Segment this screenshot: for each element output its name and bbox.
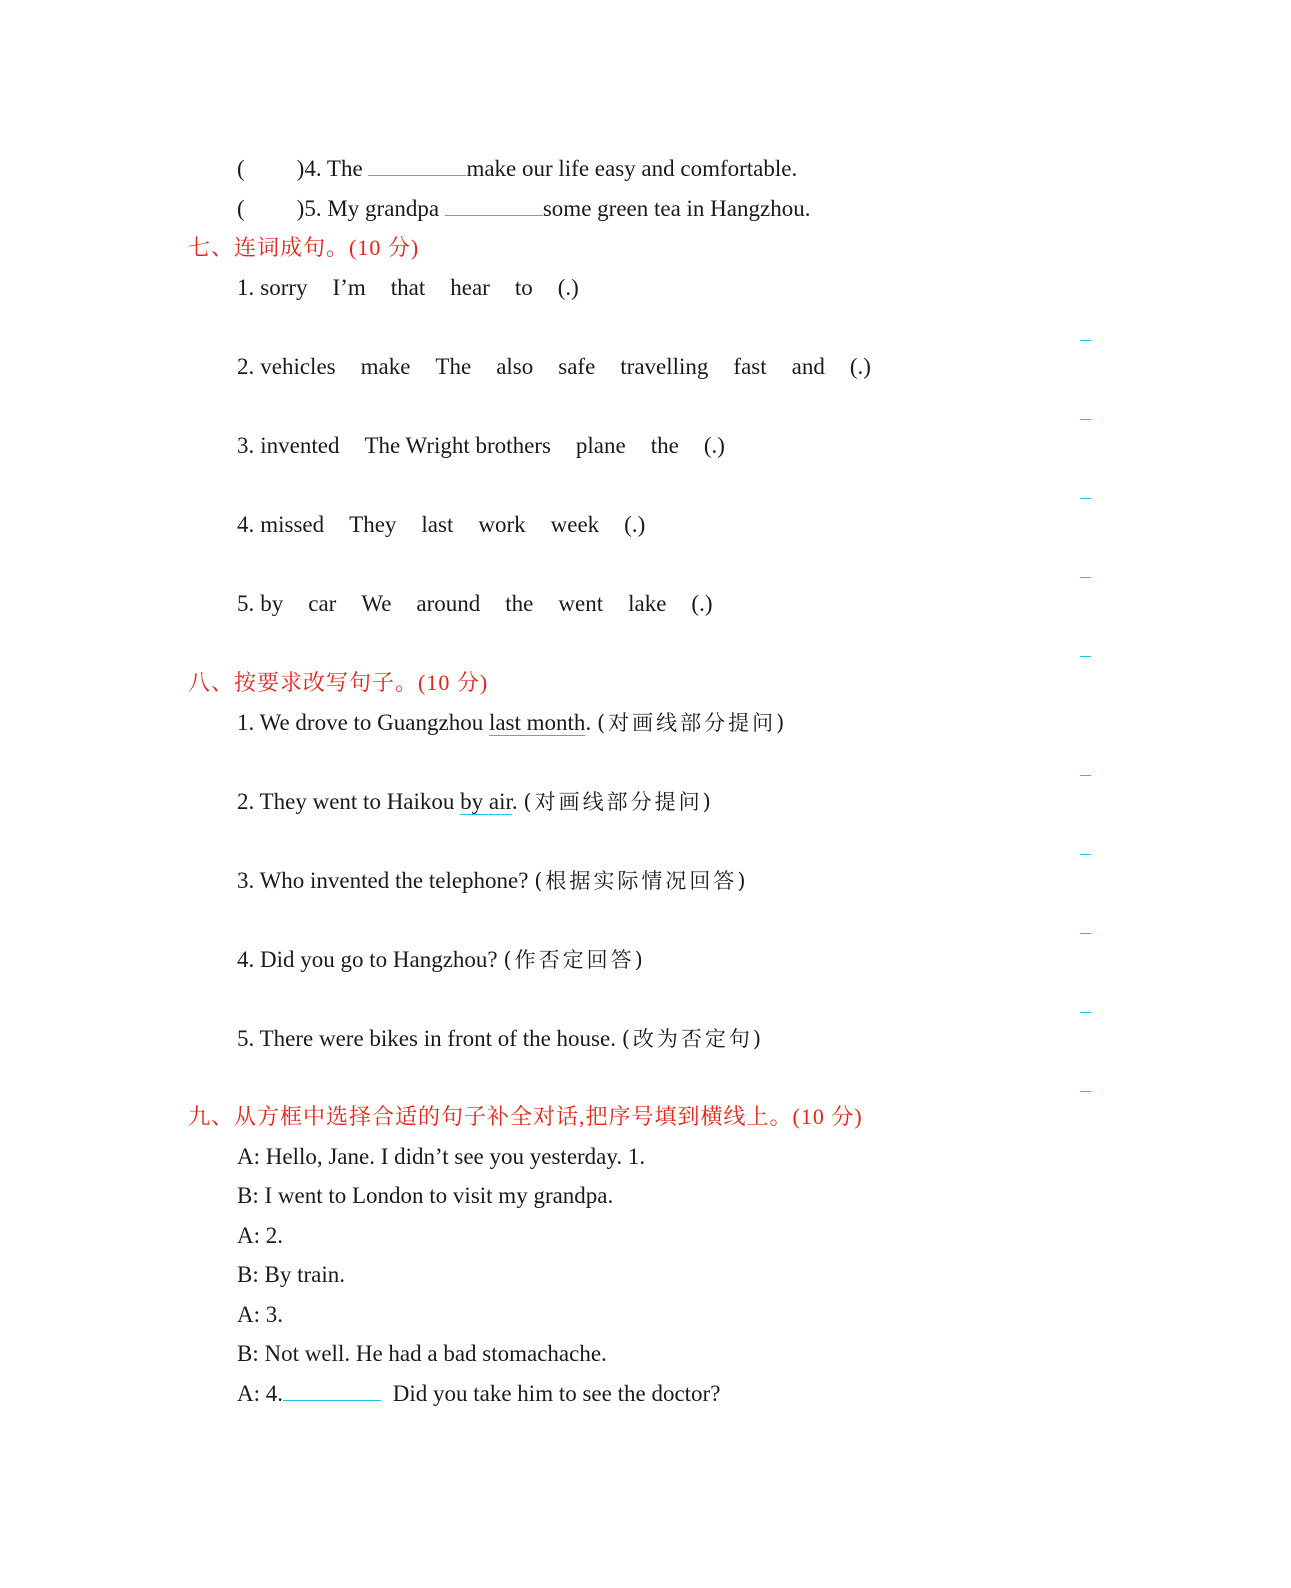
answer-line-marker: [1080, 577, 1091, 578]
answer-line-marker: [1080, 656, 1091, 657]
answer-blank[interactable]: [368, 157, 466, 176]
answer-line-marker: [1080, 933, 1091, 934]
word-order-item-5: 5. by car We around the went lake (.): [237, 591, 713, 616]
dialogue-line: B: By train.: [237, 1262, 345, 1287]
dialogue-line: A: Hello, Jane. I didn’t see you yesterday. 1.: [237, 1144, 646, 1169]
rewrite-item-1: 1. We drove to Guangzhou last month. (对画线部分提问): [237, 710, 788, 735]
word-order-item-3: 3. invented The Wright brothers plane the (.): [237, 433, 725, 458]
rewrite-item-5: 5. There were bikes in front of the house. (改为否定句): [237, 1026, 765, 1051]
word-order-item-4: 4. missed They last work week (.): [237, 512, 646, 537]
answer-line-marker: [1080, 340, 1091, 341]
rewrite-item-3: 3. Who invented the telephone? (根据实际情况回答): [237, 868, 749, 893]
section-title-9: 九、从方框中选择合适的句子补全对话,把序号填到横线上。(10 分): [188, 1104, 863, 1129]
word-order-item-1: 1. sorry I’m that hear to (.): [237, 275, 579, 300]
dialogue-line: B: I went to London to visit my grandpa.: [237, 1183, 614, 1208]
answer-line-marker: [1080, 498, 1091, 499]
word-order-item-2: 2. vehicles make The also safe travelling fast and (.): [237, 354, 871, 379]
answer-blank[interactable]: [445, 197, 543, 216]
question-6-4: ( )4. The make our life easy and comfortable.: [237, 156, 798, 181]
rewrite-item-4: 4. Did you go to Hangzhou? (作否定回答): [237, 947, 646, 972]
answer-line-marker: [1080, 854, 1091, 855]
answer-line-marker: [1080, 775, 1091, 776]
answer-line-marker: [1080, 419, 1091, 420]
rewrite-item-2: 2. They went to Haikou by air. (对画线部分提问): [237, 789, 714, 814]
answer-blank[interactable]: [283, 1382, 381, 1401]
question-6-5: ( )5. My grandpa some green tea in Hangzhou.: [237, 196, 811, 221]
dialogue-line: A: 4. Did you take him to see the doctor?: [237, 1381, 721, 1406]
dialogue-line: B: Not well. He had a bad stomachache.: [237, 1341, 607, 1366]
dialogue-line: A: 2.: [237, 1223, 283, 1248]
answer-line-marker: [1080, 1012, 1091, 1013]
section-title-7: 七、连词成句。(10 分): [188, 235, 420, 260]
answer-line-marker: [1080, 1091, 1091, 1092]
section-title-8: 八、按要求改写句子。(10 分): [188, 670, 489, 695]
dialogue-line: A: 3.: [237, 1302, 283, 1327]
